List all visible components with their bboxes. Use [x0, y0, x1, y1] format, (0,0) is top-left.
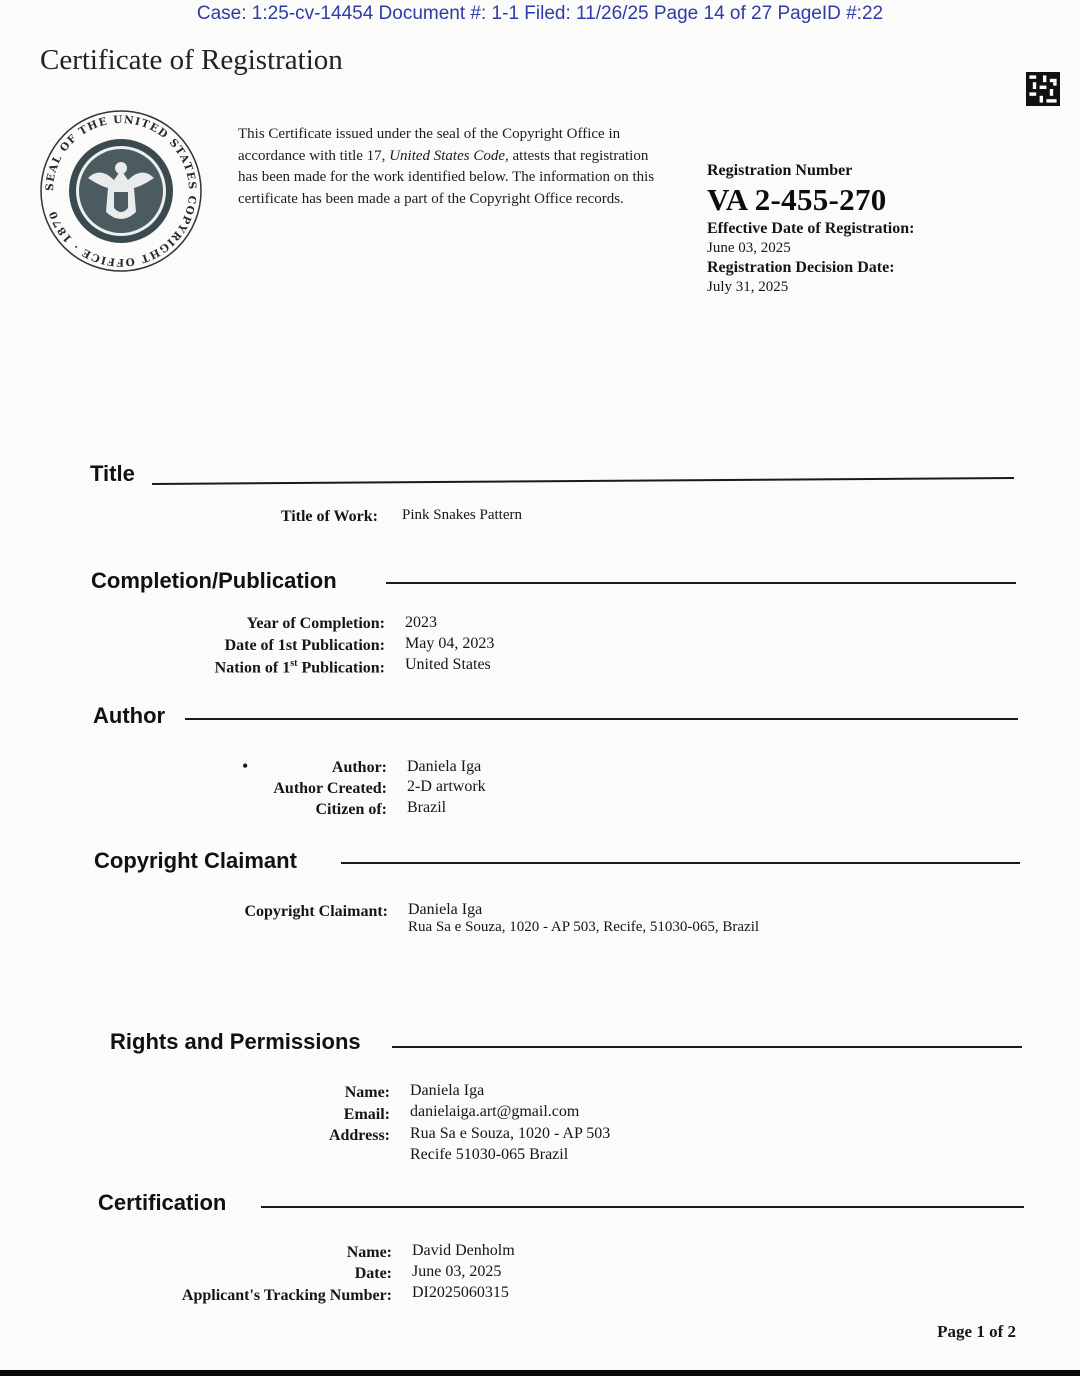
- year-of-completion-label: Year of Completion:: [246, 615, 385, 632]
- bottom-edge-bar: [0, 1370, 1080, 1376]
- tracking-number-value: DI2025060315: [412, 1284, 509, 1301]
- decision-date-label: Registration Decision Date:: [707, 259, 895, 276]
- copyright-office-seal: [38, 108, 204, 274]
- registration-block: [707, 162, 914, 296]
- intro-part1: This Certificate issued under the seal of the Copyright Office in accordance with title 17,: [238, 126, 621, 164]
- certificate-title: Certificate of Registration: [40, 44, 343, 76]
- author-value: Daniela Iga: [407, 758, 482, 775]
- citizen-of-label: Citizen of:: [315, 801, 387, 818]
- effective-date: June 03, 2025: [707, 240, 791, 256]
- section-rights-rule: [392, 1046, 1022, 1048]
- nation-publication-label: Nation of 1st Publication:: [214, 658, 385, 677]
- rights-address-label: Address:: [328, 1127, 390, 1144]
- claimant-label: Copyright Claimant:: [244, 903, 388, 920]
- rights-address-line2: Recife 51030-065 Brazil: [410, 1146, 569, 1163]
- section-title-heading: Title: [90, 461, 135, 486]
- section-claimant-heading: Copyright Claimant: [94, 848, 297, 873]
- section-title-rule: [152, 477, 1014, 485]
- citizen-of-value: Brazil: [407, 799, 447, 816]
- registration-number-label: Registration Number: [707, 162, 853, 179]
- nation-publication-value: United States: [405, 656, 491, 673]
- first-publication-label: Date of 1st Publication:: [224, 637, 385, 654]
- title-of-work-value: Pink Snakes Pattern: [402, 507, 522, 523]
- case-header: Case: 1:25-cv-14454 Document #: 1-1 Filed: 11/26/25 Page 14 of 27 PageID #:22: [196, 3, 884, 24]
- rights-name-value: Daniela Iga: [410, 1082, 485, 1099]
- claimant-name: Daniela Iga: [408, 901, 483, 918]
- registration-number: VA 2-455-270: [707, 182, 887, 217]
- certificate-intro: [238, 124, 658, 210]
- qr-code-icon: [1026, 72, 1060, 106]
- author-label: Author:: [331, 759, 387, 776]
- decision-date: July 31, 2025: [707, 279, 789, 295]
- year-of-completion-value: 2023: [405, 614, 437, 631]
- section-certification-heading: Certification: [98, 1190, 227, 1215]
- author-created-value: 2-D artwork: [407, 778, 486, 795]
- claimant-address: Rua Sa e Souza, 1020 - AP 503, Recife, 51030-065, Brazil: [408, 919, 760, 935]
- first-publication-value: May 04, 2023: [405, 635, 495, 652]
- certification-date-label: Date:: [354, 1265, 392, 1282]
- intro-part2: attests that registration has been made for the work identified below. The information on this certificate has been made a part of the Copyright Office records.: [238, 147, 655, 207]
- section-author-heading: Author: [93, 703, 166, 728]
- section-completion-heading: Completion/Publication: [91, 568, 337, 593]
- page-number: Page 1 of 2: [937, 1322, 1016, 1341]
- rights-email-value: danielaiga.art@gmail.com: [410, 1103, 580, 1120]
- rights-address-line1: Rua Sa e Souza, 1020 - AP 503: [410, 1125, 611, 1142]
- section-completion-rule: [386, 582, 1016, 584]
- intro-code: United States Code,: [389, 147, 509, 164]
- effective-date-label: Effective Date of Registration:: [707, 220, 915, 237]
- author-bullet: •: [242, 756, 249, 776]
- section-author-rule: [185, 718, 1018, 720]
- rights-email-label: Email:: [343, 1106, 390, 1123]
- author-created-label: Author Created:: [273, 780, 387, 797]
- certification-name-value: David Denholm: [412, 1242, 515, 1259]
- certification-name-label: Name:: [346, 1244, 392, 1261]
- title-of-work-label: Title of Work:: [280, 508, 378, 525]
- section-claimant-rule: [341, 862, 1020, 864]
- section-rights-heading: Rights and Permissions: [110, 1029, 361, 1054]
- rights-name-label: Name:: [344, 1084, 390, 1101]
- tracking-number-label: Applicant's Tracking Number:: [181, 1287, 392, 1304]
- certification-date-value: June 03, 2025: [412, 1263, 502, 1280]
- seal-text: SEAL OF THE UNITED STATES COPYRIGHT OFFICE · 1870: [43, 113, 199, 269]
- section-certification-rule: [261, 1206, 1024, 1208]
